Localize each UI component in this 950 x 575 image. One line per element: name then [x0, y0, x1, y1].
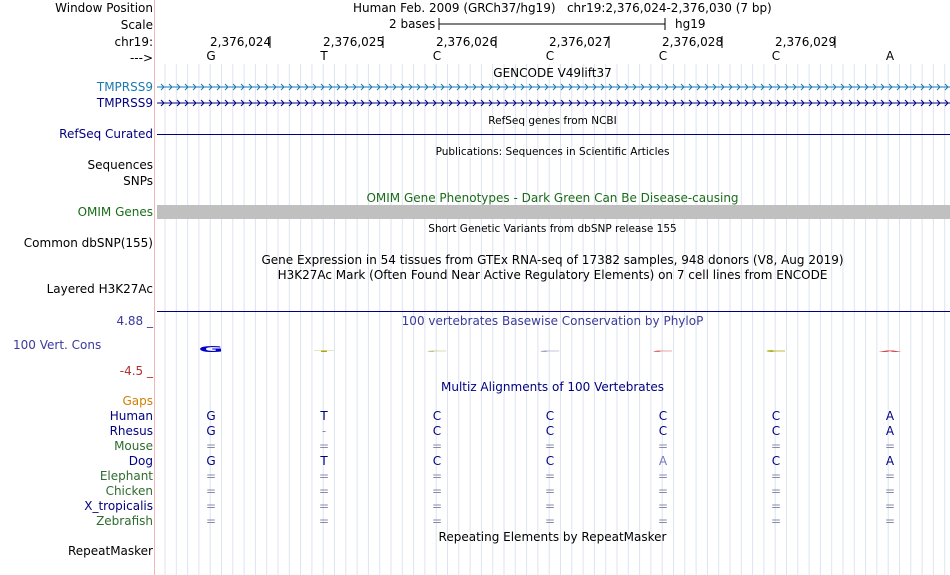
alignment-base: C: [545, 409, 555, 423]
refseq-curated-label[interactable]: RefSeq Curated: [59, 127, 153, 141]
conservation-logo-5: C: [651, 350, 675, 353]
ref-base-5: C: [658, 49, 668, 63]
conservation-max-label: 4.88 _: [116, 314, 153, 328]
alignment-base: C: [545, 424, 555, 438]
alignment-base: =: [318, 514, 330, 528]
ruler-position-3: 2,376,026: [436, 35, 498, 49]
alignment-base: T: [320, 454, 328, 468]
layered-h3k27ac-label[interactable]: Layered H3K27Ac: [46, 282, 153, 296]
alignment-base: C: [771, 454, 781, 468]
alignment-base: =: [205, 439, 217, 453]
ref-base-7: A: [885, 49, 895, 63]
snps-label[interactable]: SNPs: [123, 174, 153, 188]
scale-bar: [438, 16, 668, 32]
conservation-logo-2: T: [313, 350, 335, 353]
alignment-base: T: [320, 409, 328, 423]
ref-base-1: G: [206, 49, 216, 63]
ruler-position-2: 2,376,025: [323, 35, 385, 49]
alignment-base: =: [657, 439, 669, 453]
strand-arrow-label: --->: [129, 51, 153, 65]
alignment-base: =: [770, 439, 782, 453]
alignment-base: =: [884, 514, 896, 528]
alignment-base: =: [544, 484, 556, 498]
alignment-base: A: [885, 454, 895, 468]
alignment-base: G: [206, 454, 216, 468]
omim-genes-label[interactable]: OMIM Genes: [77, 205, 153, 219]
window-position-label: Window Position: [55, 1, 153, 15]
scale-text: 2 bases: [389, 17, 436, 31]
conservation-track-label[interactable]: 100 Vert. Cons: [13, 338, 102, 352]
alignment-base: =: [205, 499, 217, 513]
gencode-gene-label-1[interactable]: TMPRSS9: [96, 80, 153, 94]
alignment-base: =: [770, 499, 782, 513]
alignment-base: =: [431, 499, 443, 513]
alignment-base: =: [657, 514, 669, 528]
alignment-base: =: [770, 514, 782, 528]
common-dbsnp-label[interactable]: Common dbSNP(155): [23, 236, 153, 250]
alignment-base: =: [884, 469, 896, 483]
alignment-base: =: [205, 484, 217, 498]
alignment-base: =: [431, 484, 443, 498]
alignment-base: =: [884, 439, 896, 453]
gencode-track-title: GENCODE V49lift37: [493, 66, 612, 80]
alignment-base: A: [885, 424, 895, 438]
refseq-gene-line[interactable]: [157, 134, 950, 135]
alignment-base: A: [885, 409, 895, 423]
conservation-logo-6: C: [764, 349, 788, 353]
refseq-track-title: RefSeq genes from NCBI: [488, 115, 617, 127]
alignment-base: G: [206, 424, 216, 438]
alignment-base: C: [545, 454, 555, 468]
ref-base-4: C: [545, 49, 555, 63]
alignment-base: =: [318, 499, 330, 513]
species-label-mouse[interactable]: Mouse: [114, 439, 153, 453]
alignment-base: =: [770, 469, 782, 483]
sequences-label[interactable]: Sequences: [87, 158, 153, 172]
label-separator: [154, 0, 155, 575]
gencode-transcript-1[interactable]: [157, 81, 950, 93]
alignment-base: G: [206, 409, 216, 423]
alignment-base: =: [544, 439, 556, 453]
gtex-track-title: Gene Expression in 54 tissues from GTEx RNA-seq of 17382 samples, 948 donors (V8, Aug 2019): [261, 253, 844, 267]
dbsnp-track-title: Short Genetic Variants from dbSNP release 155: [428, 223, 677, 235]
alignment-base: =: [884, 499, 896, 513]
conservation-logo-4: C: [538, 350, 562, 353]
ref-base-2: T: [320, 49, 328, 63]
species-label-human[interactable]: Human: [109, 409, 153, 423]
repeatmasker-label[interactable]: RepeatMasker: [67, 544, 153, 558]
alignment-base: =: [318, 469, 330, 483]
chrom-label: chr19:: [114, 35, 153, 49]
multiz-track-title: Multiz Alignments of 100 Vertebrates: [440, 380, 665, 394]
alignment-base: C: [771, 424, 781, 438]
species-label-elephant[interactable]: Elephant: [99, 469, 153, 483]
alignment-base: C: [771, 409, 781, 423]
species-label-zebrafish[interactable]: Zebrafish: [96, 514, 153, 528]
alignment-base: =: [657, 484, 669, 498]
alignment-base: =: [205, 469, 217, 483]
omim-gene-bar[interactable]: [157, 205, 950, 219]
alignment-base: =: [770, 484, 782, 498]
alignment-base: =: [544, 469, 556, 483]
h3k27ac-baseline: [157, 311, 950, 312]
alignment-base: =: [657, 469, 669, 483]
gencode-gene-label-2[interactable]: TMPRSS9: [96, 96, 153, 110]
alignment-base: =: [431, 469, 443, 483]
conservation-logo-3: C: [425, 350, 449, 353]
alignment-base: C: [658, 409, 668, 423]
alignment-base: =: [431, 439, 443, 453]
species-label-chicken[interactable]: Chicken: [105, 484, 153, 498]
ruler-position-5: 2,376,028: [662, 35, 724, 49]
conservation-min-label: -4.5 _: [119, 364, 153, 378]
scale-label: Scale: [120, 18, 153, 32]
alignment-base: =: [205, 514, 217, 528]
alignment-base: =: [544, 499, 556, 513]
ruler-position-1: 2,376,024: [210, 35, 272, 49]
h3k27ac-track-title: H3K27Ac Mark (Often Found Near Active Regulatory Elements) on 7 cell lines from ENCODE: [277, 268, 828, 282]
species-label-rhesus[interactable]: Rhesus: [109, 424, 153, 438]
window-position-value: Human Feb. 2009 (GRCh37/hg19) chr19:2,376,024-2,376,030 (7 bp): [353, 1, 772, 15]
alignment-base: =: [318, 439, 330, 453]
alignment-base: =: [657, 499, 669, 513]
alignment-base: A: [658, 454, 668, 468]
conservation-track-title: 100 vertebrates Basewise Conservation by PhyloP: [401, 314, 704, 328]
alignment-base: =: [544, 514, 556, 528]
ref-base-6: C: [771, 49, 781, 63]
alignment-base: -: [321, 424, 327, 438]
alignment-base: =: [318, 484, 330, 498]
ruler-position-4: 2,376,027: [549, 35, 611, 49]
gaps-label[interactable]: Gaps: [122, 394, 153, 408]
alignment-base: C: [432, 409, 442, 423]
scale-assembly: hg19: [675, 17, 706, 31]
species-label-x-tropicalis[interactable]: X_tropicalis: [84, 499, 153, 513]
species-label-dog[interactable]: Dog: [128, 454, 153, 468]
ruler-position-6: 2,376,029: [775, 35, 837, 49]
conservation-logo-7: A: [878, 350, 902, 353]
alignment-base: C: [432, 454, 442, 468]
alignment-base: =: [884, 484, 896, 498]
alignment-base: =: [431, 514, 443, 528]
gencode-transcript-2[interactable]: [157, 97, 950, 109]
alignment-base: C: [658, 424, 668, 438]
publications-track-title: Publications: Sequences in Scientific Articles: [435, 146, 670, 158]
repeatmasker-track-title: Repeating Elements by RepeatMasker: [438, 530, 667, 544]
conservation-logo-1: G: [198, 345, 224, 355]
alignment-base: C: [432, 424, 442, 438]
ref-base-3: C: [432, 49, 442, 63]
ruler-ticks: [0, 35, 950, 49]
omim-track-title: OMIM Gene Phenotypes - Dark Green Can Be Disease-causing: [366, 191, 739, 205]
